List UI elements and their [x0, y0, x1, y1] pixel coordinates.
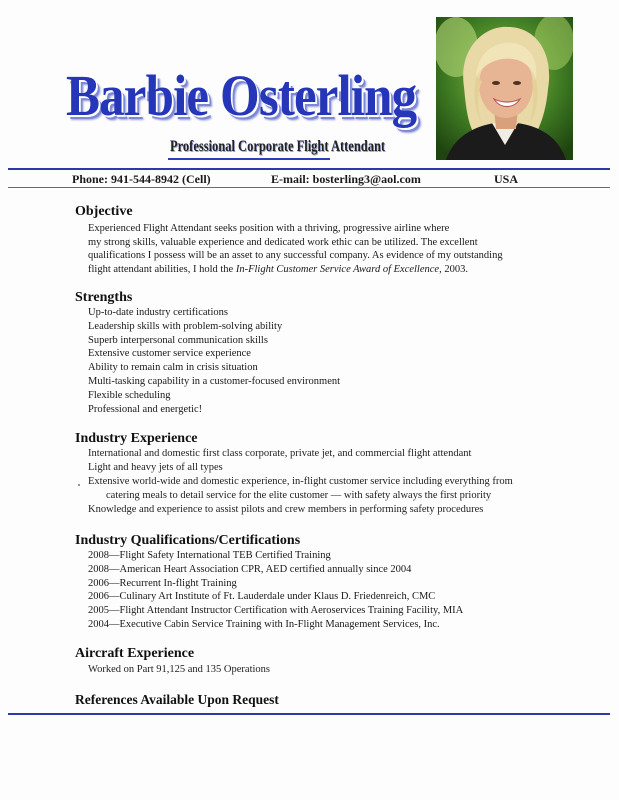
strength-item: Leadership skills with problem-solving ability: [88, 320, 283, 332]
objective-paragraph: [88, 222, 508, 277]
strength-item: Up-to-date industry certifications: [88, 307, 228, 318]
award-year: 2003.: [441, 264, 468, 276]
experience-line: Extensive world-wide and domestic experience, in-flight customer service including everything from: [88, 476, 513, 487]
strengths-heading: Strengths: [75, 290, 133, 305]
title-underline: [168, 158, 330, 160]
qualifications-list: [88, 549, 463, 632]
resume-name: Barbie Osterling: [66, 63, 417, 128]
strength-item: Flexible scheduling: [88, 389, 171, 401]
headshot-illustration: [436, 17, 573, 160]
header-rule-top: [8, 168, 610, 170]
aircraft-experience-heading: Aircraft Experience: [75, 646, 195, 661]
strength-item: Extensive customer service experience: [88, 348, 251, 360]
industry-experience-heading: Industry Experience: [75, 431, 198, 446]
qualification-item: 2005—Flight Attendant Instructor Certification with Aeroservices Training Facility, MIA: [88, 605, 464, 617]
aircraft-experience-line: Worked on Part 91,125 and 135 Operations: [88, 664, 270, 675]
footer-rule: [8, 713, 610, 715]
experience-line: Knowledge and experience to assist pilots and crew members in performing safety procedures: [88, 504, 484, 515]
award-name: In-Flight Customer Service Award of Excellence,: [235, 264, 442, 276]
references-note: References Available Upon Request: [75, 692, 279, 707]
experience-line: Light and heavy jets of all types: [88, 462, 223, 473]
country: USA: [494, 172, 519, 186]
headshot-photo: [436, 17, 573, 160]
qualification-item: 2006—Culinary Art Institute of Ft. Lauderdale under Klaus D. Friedenreich, CMC: [88, 591, 436, 603]
strengths-list: [88, 306, 340, 416]
qualification-item: 2004—Executive Cabin Service Training with In-Flight Management Services, Inc.: [88, 618, 440, 630]
scan-speck: [78, 484, 80, 486]
experience-line: International and domestic first class corporate, private jet, and commercial flight attendant: [88, 448, 472, 459]
qualification-item: 2006—Recurrent In-flight Training: [88, 577, 237, 589]
qualification-item: 2008—American Heart Association CPR, AED certified annually since 2004: [88, 563, 412, 575]
objective-line: Experienced Flight Attendant seeks position with a thriving, progressive airline where: [88, 223, 450, 234]
qualification-item: 2008—Flight Safety International TEB Certified Training: [88, 550, 331, 561]
strength-item: Multi-tasking capability in a customer-focused environment: [88, 375, 341, 387]
objective-line-text: flight attendant abilities, I hold the: [88, 264, 236, 276]
phone-number: Phone: 941-544-8942 (Cell): [72, 172, 211, 186]
objective-line: qualifications I possess will be an asset to any successful company. As evidence of my outstanding: [88, 250, 503, 262]
strength-item: Ability to remain calm in crisis situation: [88, 362, 258, 374]
objective-line: my strong skills, valuable experience and dedicated work ethic can be utilized. The excellent: [88, 236, 478, 248]
professional-title: Professional Corporate Flight Attendant: [170, 138, 386, 155]
email-address: E-mail: bosterling3@aol.com: [271, 172, 421, 186]
objective-heading: Objective: [75, 204, 133, 219]
experience-line: catering meals to detail service for the elite customer — with safety always the first priority: [106, 490, 492, 501]
strength-item: Professional and energetic!: [88, 403, 203, 415]
objective-line: [88, 263, 508, 277]
strength-item: Superb interpersonal communication skills: [88, 334, 268, 346]
header-rule-bottom: [8, 187, 610, 188]
qualifications-heading: Industry Qualifications/Certifications: [75, 533, 301, 548]
